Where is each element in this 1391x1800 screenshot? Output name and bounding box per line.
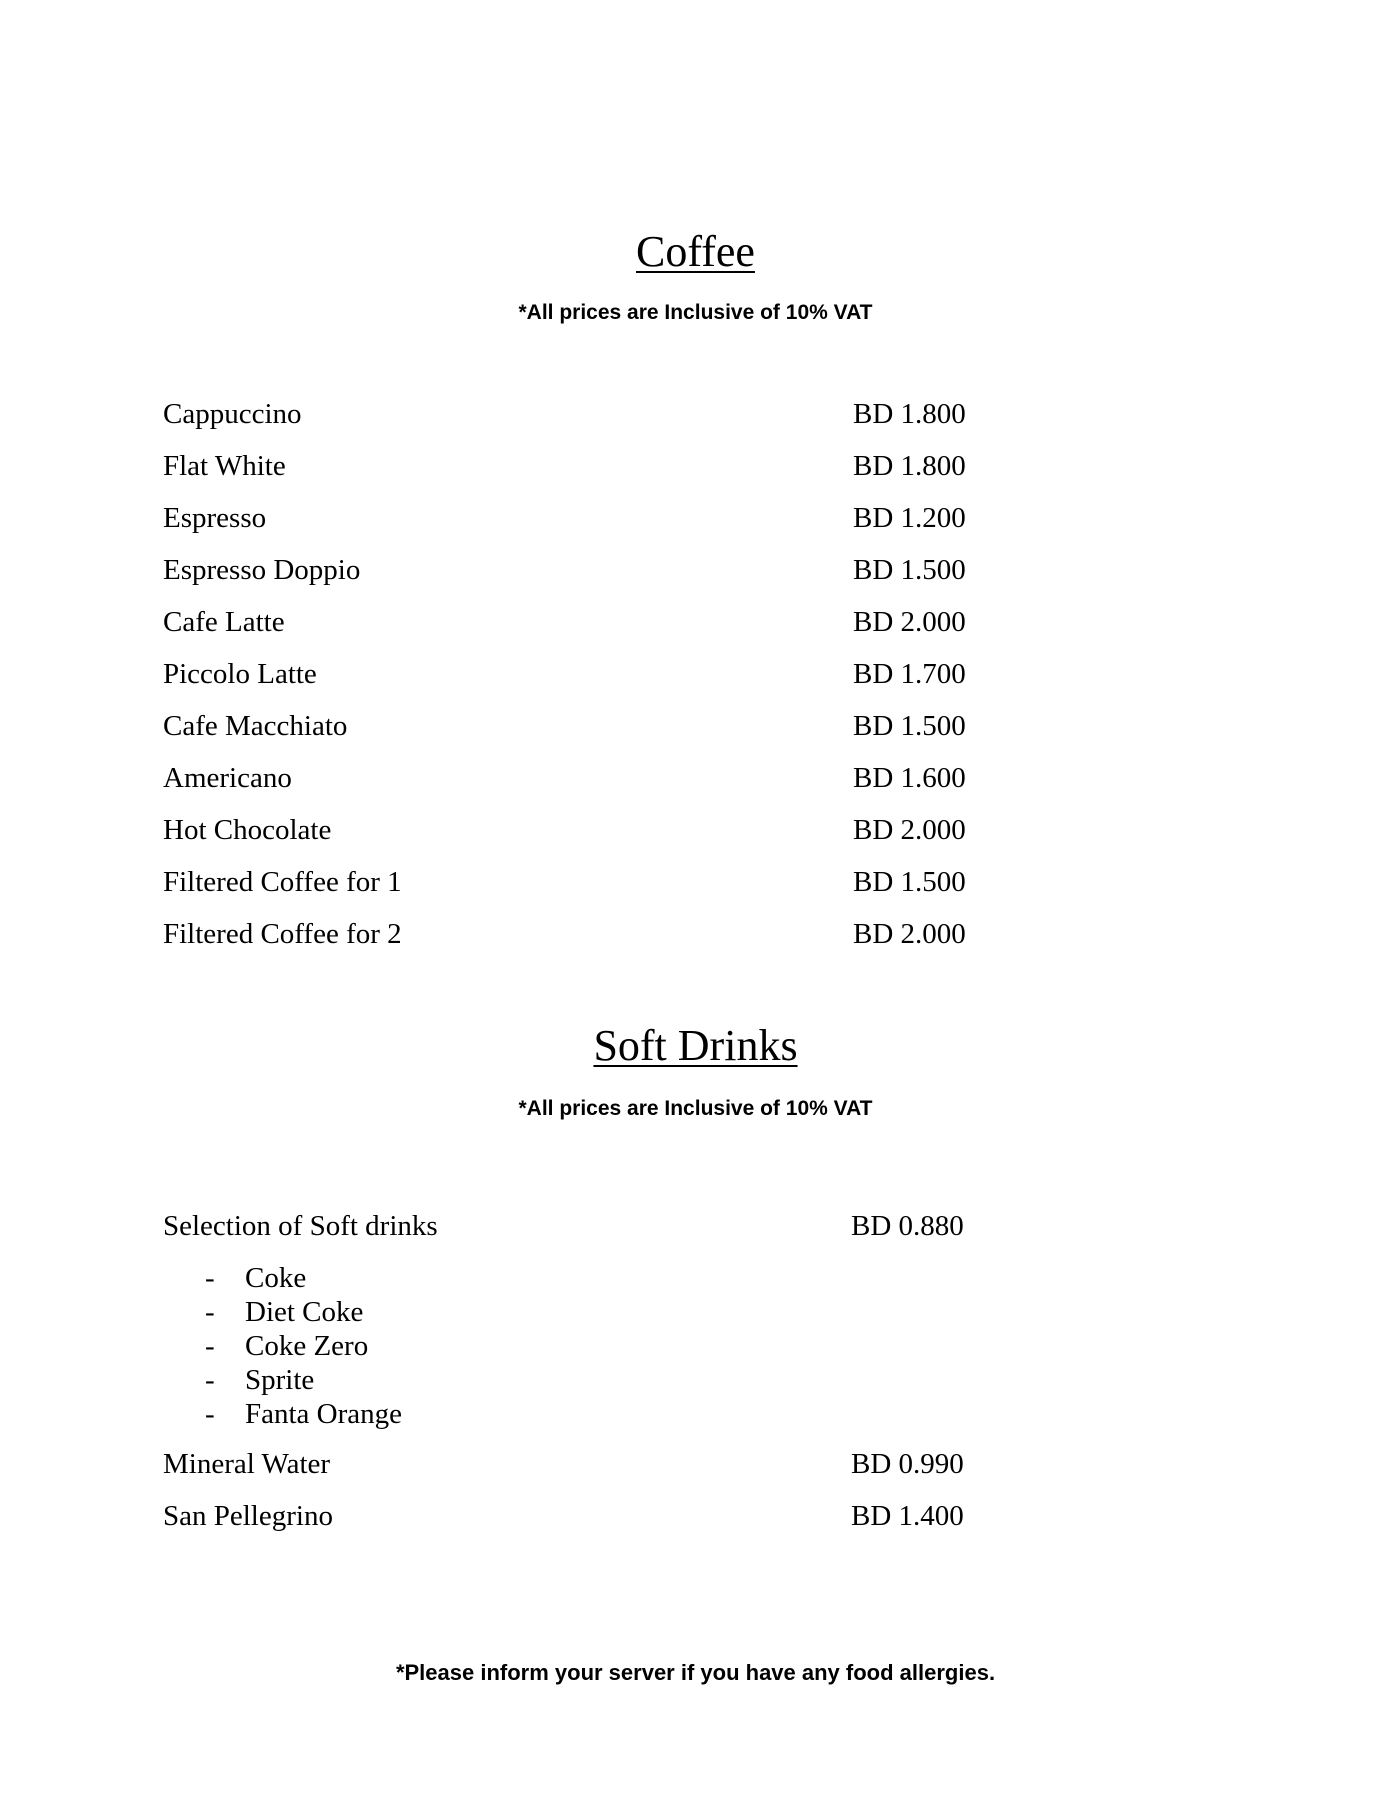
dash-bullet: -	[205, 1330, 215, 1362]
item-name: Espresso Doppio	[163, 554, 361, 586]
menu-item	[163, 920, 1033, 972]
menu-item	[163, 868, 1033, 920]
option-label: Diet Coke	[245, 1296, 364, 1328]
item-price: BD 1.500	[853, 866, 966, 898]
item-price: BD 2.000	[853, 814, 966, 846]
dash-bullet: -	[205, 1398, 215, 1430]
item-name: San Pellegrino	[163, 1500, 333, 1532]
item-name: Filtered Coffee for 1	[163, 866, 402, 898]
menu-item	[163, 608, 1033, 660]
item-price: BD 2.000	[853, 918, 966, 950]
coffee-menu-list	[163, 400, 1033, 972]
option-label: Coke Zero	[245, 1330, 369, 1362]
item-price: BD 1.500	[853, 554, 966, 586]
soft-drinks-selection	[163, 1212, 1033, 1264]
item-name: Mineral Water	[163, 1448, 331, 1480]
item-name: Americano	[163, 762, 292, 794]
item-name: Flat White	[163, 450, 286, 482]
menu-item	[163, 452, 1033, 504]
menu-item	[163, 400, 1033, 452]
item-price: BD 1.500	[853, 710, 966, 742]
dash-bullet: -	[205, 1364, 215, 1396]
menu-item	[163, 764, 1033, 816]
option-label: Coke	[245, 1262, 307, 1294]
menu-item	[163, 712, 1033, 764]
item-name: Piccolo Latte	[163, 658, 317, 690]
allergy-note: *Please inform your server if you have any food allergies.	[395, 1660, 996, 1685]
coffee-section-title: Coffee	[636, 227, 755, 276]
soft-drinks-menu-list	[163, 1450, 1033, 1554]
dash-bullet: -	[205, 1296, 215, 1328]
item-name: Cappuccino	[163, 398, 302, 430]
item-price: BD 1.800	[853, 398, 966, 430]
dash-bullet: -	[205, 1262, 215, 1294]
item-price: BD 0.990	[851, 1448, 964, 1480]
item-name: Cafe Macchiato	[163, 710, 348, 742]
item-name: Filtered Coffee for 2	[163, 918, 402, 950]
item-name: Hot Chocolate	[163, 814, 332, 846]
item-price: BD 1.700	[853, 658, 966, 690]
menu-item	[163, 1450, 1033, 1502]
item-price: BD 0.880	[851, 1210, 964, 1242]
soft-drinks-section-title: Soft Drinks	[593, 1021, 798, 1070]
item-price: BD 2.000	[853, 606, 966, 638]
menu-item	[163, 816, 1033, 868]
item-name: Selection of Soft drinks	[163, 1210, 438, 1242]
item-name: Cafe Latte	[163, 606, 285, 638]
option-label: Sprite	[245, 1364, 315, 1396]
option-label: Fanta Orange	[245, 1398, 403, 1430]
item-price: BD 1.400	[851, 1500, 964, 1532]
item-price: BD 1.600	[853, 762, 966, 794]
item-name: Espresso	[163, 502, 267, 534]
menu-item	[163, 660, 1033, 712]
menu-item	[163, 1212, 1033, 1264]
menu-item	[163, 556, 1033, 608]
item-price: BD 1.800	[853, 450, 966, 482]
coffee-vat-note: *All prices are Inclusive of 10% VAT	[518, 301, 873, 324]
soft-drinks-vat-note: *All prices are Inclusive of 10% VAT	[518, 1097, 873, 1120]
menu-item	[163, 1502, 1033, 1554]
item-price: BD 1.200	[853, 502, 966, 534]
menu-item	[163, 504, 1033, 556]
